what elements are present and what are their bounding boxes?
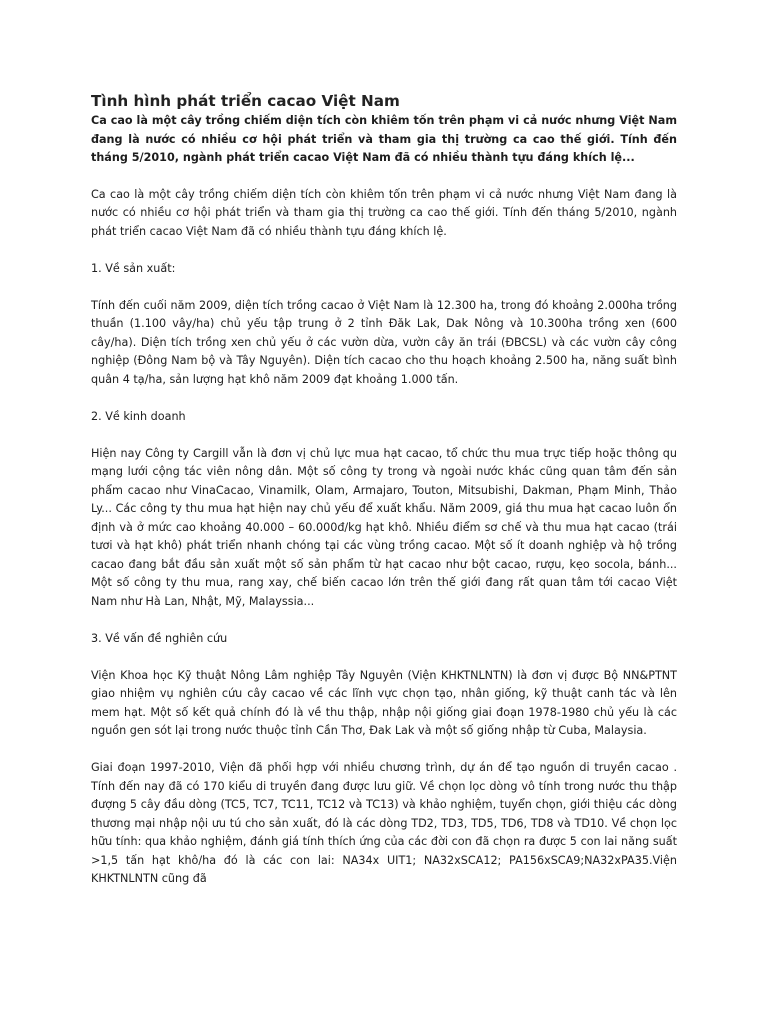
section-heading-research: 3. Về vấn đề nghiên cứu: [91, 631, 228, 645]
section-heading-business: 2. Về kinh doanh: [91, 409, 186, 423]
business-paragraph: Hiện nay Công ty Cargill vẫn là đơn vị chủ lực mua hạt cacao, tổ chức thu mua trực tiếp hoặc thông qu mạng lưới cộng tác viên nông dân. Một số công ty trong và ngoài nước khác cũng quan tâm đến sản phẩm cacao như VinaCacao, Vinamilk, Olam, Armajaro, Touton, Mitsubishi, Dakman, Phạm Minh, Thảo Ly... Các công ty thu mua hạt hiện nay chủ yếu để xuất khẩu. Năm 2009, giá thu mua hạt cacao luôn ổn định và ở mức cao khoảng 40.000 – 60.000đ/kg hạt khô. Nhiều điểm sơ chế và thu mua hạt cacao (trái tươi và hạt khô) phát triển nhanh chóng tại các vùng trồng cacao. Một số ít doanh nghiệp và hộ trồng cacao đang bắt đầu sản xuất một số sản phẩm từ hạt cacao như bột cacao, rượu, kẹo socola, bánh... Một số công ty thu mua, rang xay, chế biến cacao lớn trên thế giới đang rất quan tâm tới cacao Việt Nam như Hà Lan, Nhật, Mỹ, Malayssia...: [91, 446, 677, 608]
intro-paragraph: Ca cao là một cây trồng chiếm diện tích còn khiêm tốn trên phạm vi cả nước nhưng Việt Nam đang là nước có nhiều cơ hội phát triển và tham gia thị trường ca cao thế giới. Tính đến tháng 5/2010, ngành phát triển cacao Việt Nam đã có nhiều thành tựu đáng khích lệ.: [91, 187, 677, 238]
production-paragraph: Tính đến cuối năm 2009, diện tích trồng cacao ở Việt Nam là 12.300 ha, trong đó khoảng 2.000ha trồng thuần (1.100 vây/ha) chủ yếu tập trung ở 2 tỉnh Đăk Lak, Dak Nông và 10.300ha trồng xen (600 cây/ha). Diện tích trồng xen chủ yếu ở các vườn dừa, vườn cây ăn trái (ĐBCSL) và các vườn cây công nghiệp (Đông Nam bộ và Tây Nguyên). Diện tích cacao cho thu hoạch khoảng 2.500 ha, năng suất bình quân 4 tạ/ha, sản lượng hạt khô năm 2009 đạt khoảng 1.000 tấn.: [91, 298, 677, 386]
section-heading-production: 1. Về sản xuất:: [91, 261, 176, 275]
article-summary: Ca cao là một cây trồng chiếm diện tích còn khiêm tốn trên phạm vi cả nước nhưng Việt Nam đang là nước có nhiều cơ hội phát triển và tham gia thị trường ca cao thế giới. Tính đến tháng 5/2010, ngành phát triển cacao Việt Nam đã có nhiều thành tựu đáng khích lệ...: [91, 114, 677, 164]
research-paragraph-1: Viện Khoa học Kỹ thuật Nông Lâm nghiệp Tây Nguyên (Viện KHKTNLNTN) là đơn vị được Bộ NN&PTNT giao nhiệm vụ nghiên cứu cây cacao về các lĩnh vực chọn tạo, nhân giống, kỹ thuật canh tác và lên mem hạt. Một số kết quả chính đó là về thu thập, nhập nội giống giai đoạn 1978-1980 chủ yếu là các nguồn gen sót lại trong nước thuộc tỉnh Cần Thơ, Đak Lak và một số giống nhập từ Cuba, Malaysia.: [91, 668, 677, 737]
document-page: [91, 91, 677, 889]
article-title: Tình hình phát triển cacao Việt Nam: [91, 92, 400, 110]
research-paragraph-2: Giai đoạn 1997-2010, Viện đã phối hợp với nhiều chương trình, dự án để tạo nguồn di truyền cacao . Tính đến nay đã có 170 kiểu di truyền đang được lưu giữ. Về chọn lọc dòng vô tính trong nước thu thập đượng 5 cây đầu dòng (TC5, TC7, TC11, TC12 và TC13) và khảo nghiệm, tuyển chọn, giới thiệu các dòng thương mại nhập nội ưu tú cho sản xuất, đó là các dòng TD2, TD3, TD5, TD6, TD8 và TD10. Về chọn lọc hữu tính: qua khảo nghiệm, đánh giá tính thích ứng của các đời con đã chọn ra được 5 con lai năng suất >1,5 tấn hạt khô/ha đó là các con lai: NA34x UIT1; NA32xSCA12; PA156xSCA9;NA32xPA35.Viện KHKTNLNTN cũng đã: [91, 761, 677, 885]
